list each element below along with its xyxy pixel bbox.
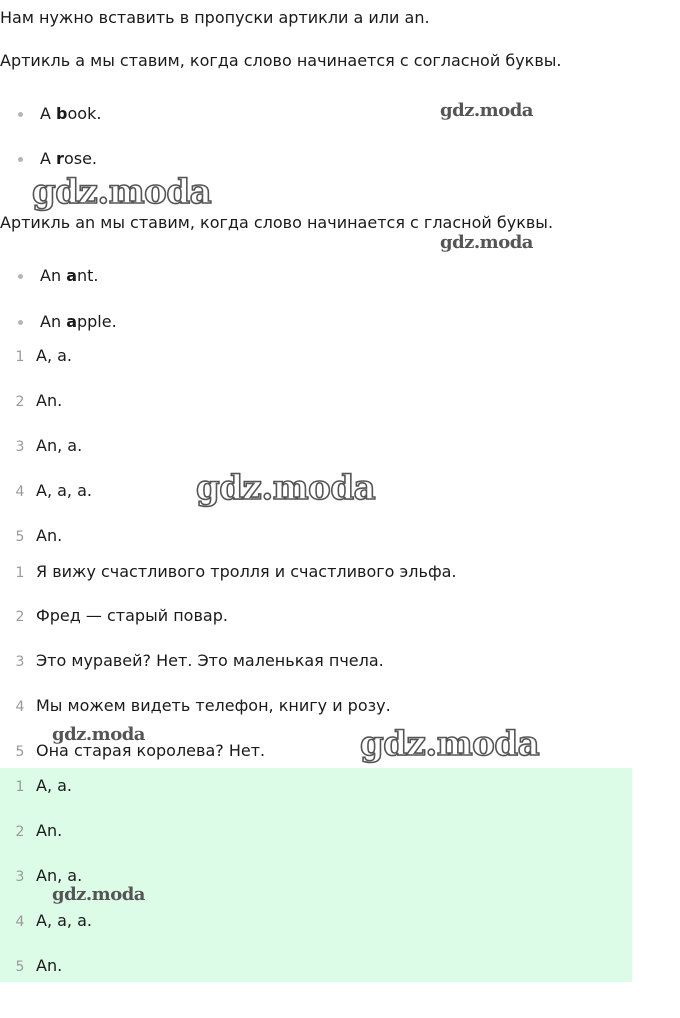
bullet-dot — [18, 112, 23, 117]
intro-text: Нам нужно вставить в пропуски артикли a или an. — [0, 8, 430, 27]
watermark-logo: gdz.moda — [32, 172, 212, 212]
watermark-logo: gdz.moda — [52, 724, 145, 745]
watermark-logo: gdz.moda — [440, 100, 533, 121]
rule-an-text: Артикль an мы ставим, когда слово начинается с гласной буквы. — [0, 213, 554, 232]
rule-a-text: Артикль a мы ставим, когда слово начинается с согласной буквы. — [0, 51, 562, 70]
bullet-dot — [18, 157, 23, 162]
watermark-logo: gdz.moda — [360, 724, 540, 764]
watermark-logo: gdz.moda — [440, 232, 533, 253]
final-answers-box — [0, 768, 632, 982]
bullet-dot — [18, 274, 23, 279]
bullet-dot — [18, 320, 23, 325]
watermark-logo: gdz.moda — [196, 468, 376, 508]
watermark-logo: gdz.moda — [52, 884, 145, 905]
